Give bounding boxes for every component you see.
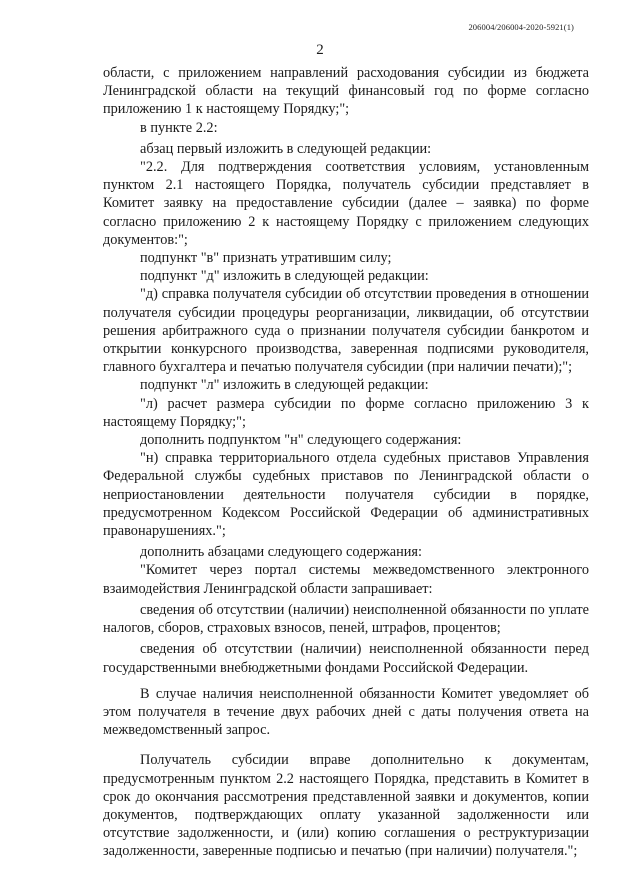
- paragraph: Получатель субсидии вправе дополнительно к документам, предусмотренным пунктом 2.2 настоящего Порядка, представить в Комитет в срок до окончания рассмотрения представленной заявки и документов, копии документов, подтверждающих оплату указанной задолженности или отсутствие задолженности, и (или) копию соглашения о реструктуризации задолженности, заверенные подписью и печатью (при наличии) получателя.";: [103, 752, 589, 860]
- paragraph: "н) справка территориального отдела судебных приставов Управления Федеральной службы судебных приставов по Ленинградской области о неприостановлении деятельности получателя субсидии в порядке, предусмотренном Кодексом Российской Федерации об административных правонарушениях.";: [103, 450, 589, 540]
- paragraph: В случае наличия неисполненной обязанности Комитет уведомляет об этом получателя в течение двух рабочих дней с даты получения ответа на межведомственный запрос.: [103, 685, 589, 739]
- paragraph: подпункт "в" признать утратившим силу;: [140, 250, 392, 267]
- paragraph: дополнить абзацами следующего содержания:: [140, 544, 422, 561]
- paragraph: подпункт "л" изложить в следующей редакции:: [140, 377, 429, 394]
- paragraph: области, с приложением направлений расходования субсидии из бюджета Ленинградской области на текущий финансовый год по форме согласно приложению 1 к настоящему Порядку;";: [103, 65, 589, 118]
- paragraph: дополнить подпунктом "н" следующего содержания:: [140, 432, 462, 449]
- paragraph: сведения об отсутствии (наличии) неисполненной обязанности перед государственными внебюджетными фондами Российской Федерации.: [103, 641, 589, 676]
- page-number: 2: [316, 42, 324, 58]
- paragraph: "Комитет через портал системы межведомственного электронного взаимодействия Ленинградской области запрашивает:: [103, 562, 589, 597]
- paragraph: сведения об отсутствии (наличии) неисполненной обязанности по уплате налогов, сборов, страховых взносов, пеней, штрафов, процентов;: [103, 601, 589, 637]
- paragraph: "2.2. Для подтверждения соответствия условиям, установленным пунктом 2.1 настоящего Порядка, получатель субсидии представляет в Комитет заявку на предоставление субсидии (далее – заявка) по форме согласно приложению 2 к настоящему Порядку с приложением следующих документов:";: [103, 159, 589, 248]
- document-id: 206004/206004-2020-5921(1): [468, 22, 574, 32]
- paragraph: в пункте 2.2:: [140, 119, 218, 136]
- document-body: [103, 64, 589, 861]
- paragraph: абзац первый изложить в следующей редакции:: [140, 140, 432, 157]
- paragraph: "д) справка получателя субсидии об отсутствии проведения в отношении получателя субсидии процедуры реорганизации, ликвидации, об отсутствии решения арбитражного суда о признании получателя субсидии банкротом и открытии конкурсного производства, заверенная подписями руководителя, главного бухгалтера и печатью получателя субсидии (при наличии печати);";: [103, 286, 589, 376]
- paragraph: подпункт "д" изложить в следующей редакции:: [140, 268, 429, 285]
- paragraph: "л) расчет размера субсидии по форме согласно приложению 3 к настоящему Порядку;";: [103, 395, 589, 430]
